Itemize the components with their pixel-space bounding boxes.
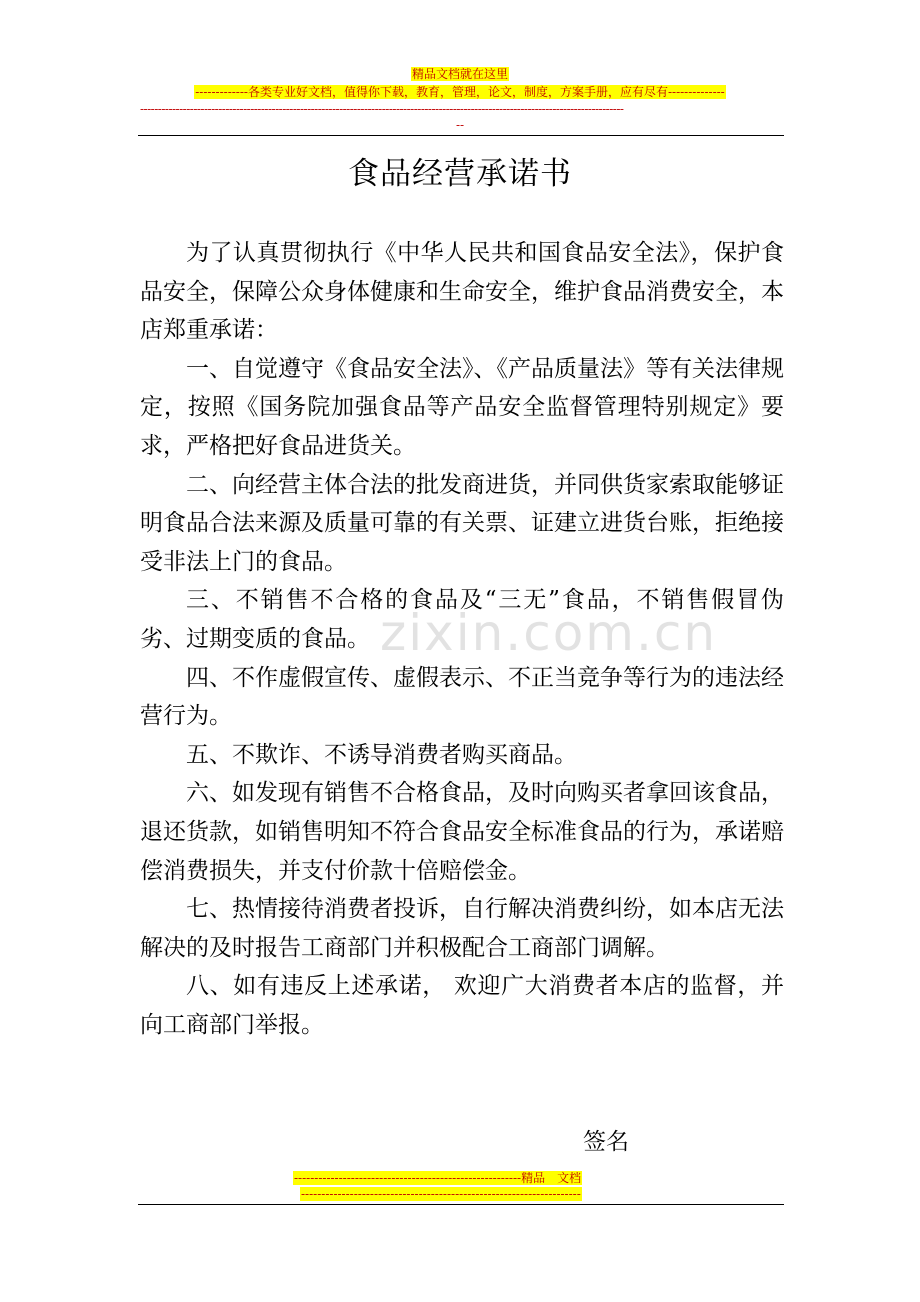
document-body (140, 234, 784, 1044)
signature-label: 签名 (583, 1129, 629, 1155)
header-banner-highlight: -------------各类专业好文档，值得你下载，教育，管理，论文，制度，方案手册，应有尽有-------------- (195, 85, 725, 99)
header-dash-tail: -- (455, 118, 465, 132)
footer-line-1 (293, 1170, 627, 1186)
paragraph-item-7: 七、热情接待消费者投诉，自行解决消费纠纷，如本店无法解决的及时报告工商部门并积极配合工商部门调解。 (140, 896, 784, 961)
paragraph-item-8: 八、如有违反上述承诺， 欢迎广大消费者本店的监督，并向工商部门举报。 (140, 973, 784, 1038)
watermark: zixin.com.cn (380, 604, 718, 662)
page-title: 食品经营承诺书 (348, 156, 572, 192)
header-dash-line: ---------------------------------------------------------------------------------------------------------------------------------------- (140, 102, 624, 116)
paragraph-item-4: 四、不作虚假宣传、虚假表示、不正当竞争等行为的违法经营行为。 (140, 664, 784, 730)
header-rule (138, 135, 784, 136)
paragraph-item-5: 五、不欺诈、不诱导消费者购买商品。 (186, 741, 577, 768)
paragraph-item-3: 三、不销售不合格的食品及“三无”食品，不销售假冒伪劣、过期变质的食品。 (140, 587, 784, 652)
paragraph-item-2: 二、向经营主体合法的批发商进货，并同供货家索取能够证明食品合法来源及质量可靠的有关票、证建立进货台账，拒绝接受非法上门的食品。 (140, 471, 784, 575)
footer-line-2 (300, 1187, 620, 1201)
header-top-text (0, 66, 920, 82)
footer-line-2-highlight: --------------------------------------------------------------------- (301, 1187, 581, 1201)
footer-rule (138, 1204, 784, 1205)
footer-line-1-highlight: --------------------------------------------------------精品 文档 (294, 1171, 582, 1185)
paragraph-item-1: 一、自觉遵守《食品安全法》、《产品质量法》等有关法律规定，按照《国务院加强食品等产品安全监督管理特别规定》要求，严格把好食品进货关。 (140, 355, 784, 459)
paragraph-intro: 为了认真贯彻执行《中华人民共和国食品安全法》，保护食品安全，保障公众身体健康和生命安全，维护食品消费安全，本店郑重承诺： (140, 240, 784, 344)
header-banner (0, 84, 920, 100)
header-top-highlight: 精品文档就在这里 (411, 67, 508, 81)
paragraph-item-6: 六、如发现有销售不合格食品，及时向购买者拿回该食品，退还货款，如销售明知不符合食品安全标准食品的行为，承诺赔偿消费损失，并支付价款十倍赔偿金。 (140, 780, 784, 884)
